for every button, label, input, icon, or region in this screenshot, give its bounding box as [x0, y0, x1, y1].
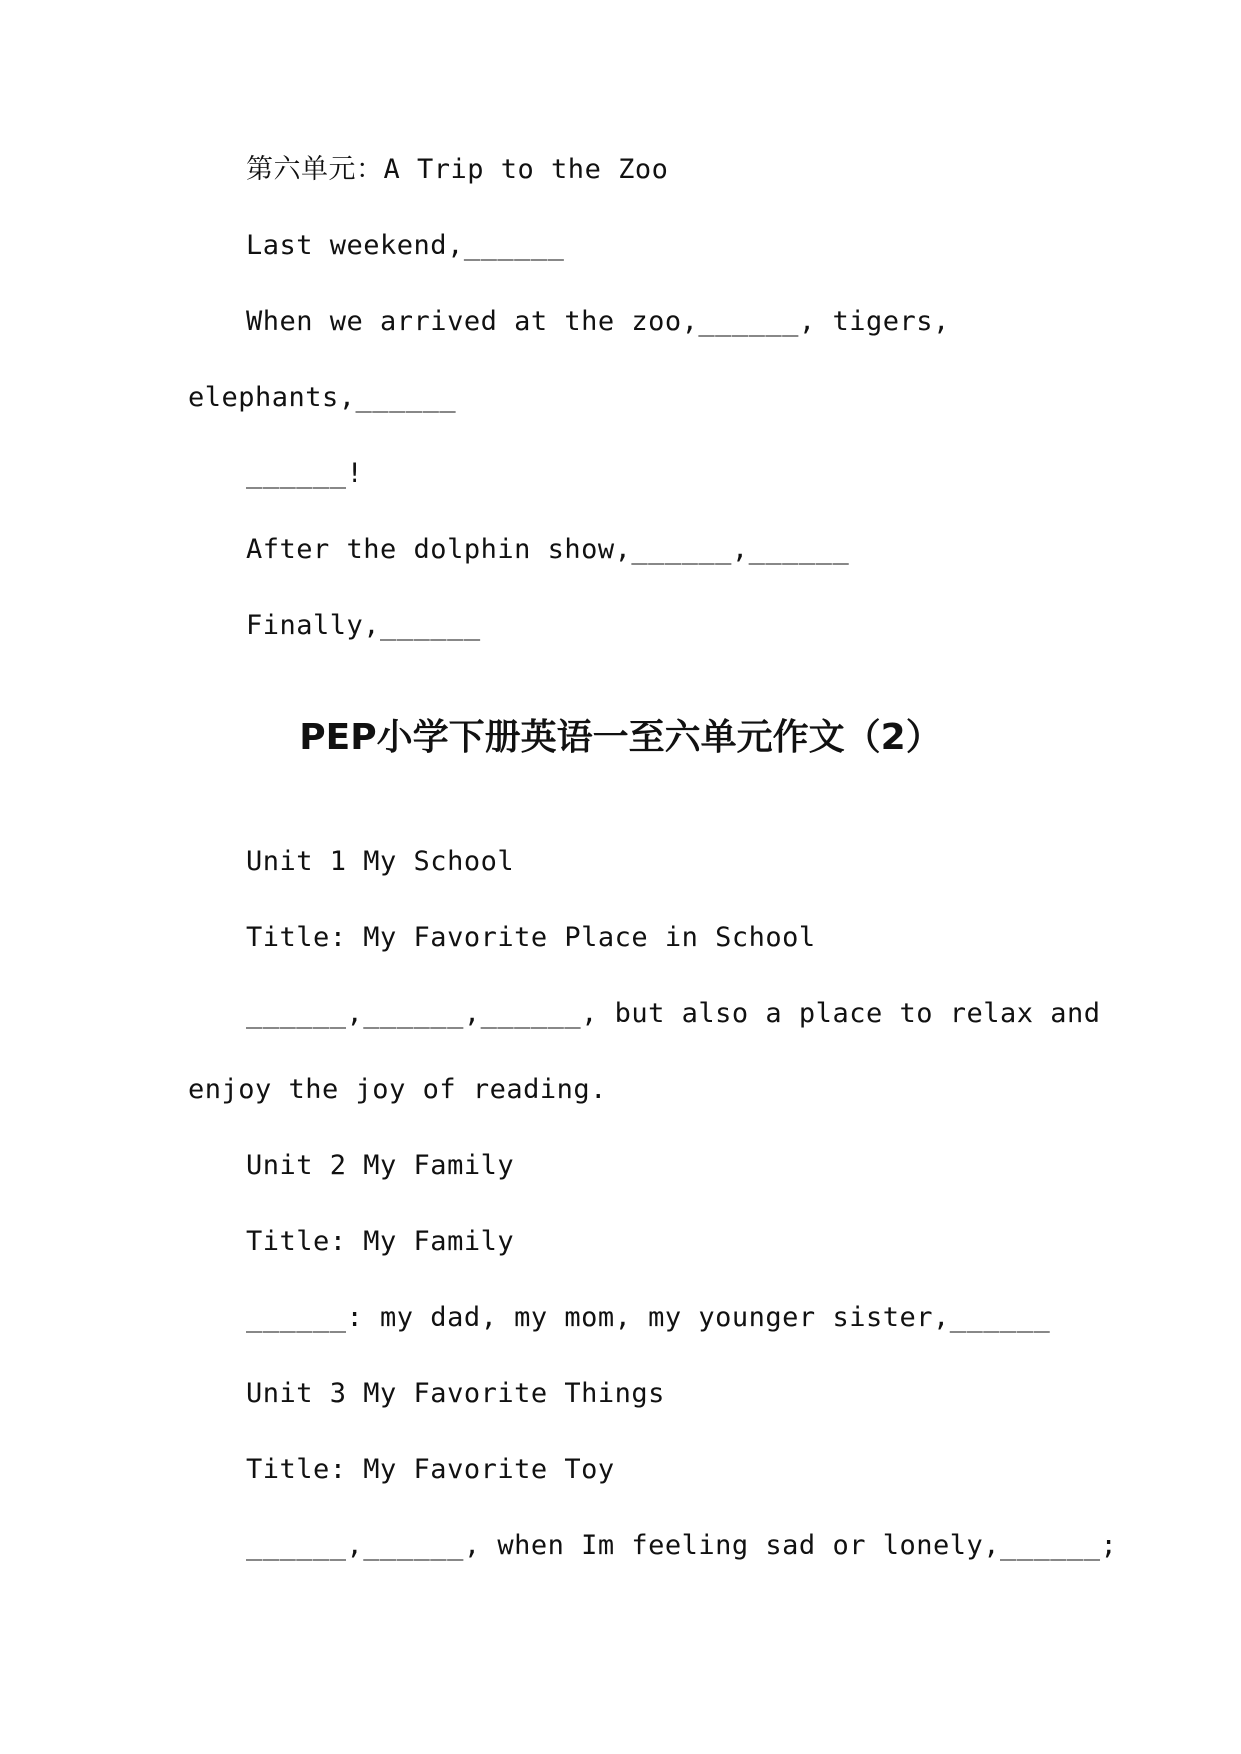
text-line: When we arrived at the zoo,______, tigers,	[246, 306, 950, 337]
text-line: After the dolphin show,______,______	[246, 534, 850, 565]
essay-title: Title: My Favorite Place in School	[246, 922, 816, 953]
text-line: ______,______, when Im feeling sad or lonely,______;	[246, 1530, 1118, 1561]
unit-title: Unit 1 My School	[246, 846, 515, 877]
section-title-zoo: 第六单元：A Trip to the Zoo	[246, 154, 669, 185]
text-line: Finally,______	[246, 610, 481, 641]
text-line: ______!	[246, 458, 364, 489]
unit-title: Unit 2 My Family	[246, 1150, 515, 1181]
text-line: Last weekend,______	[246, 230, 565, 261]
document-heading: PEP小学下册英语一至六单元作文（2）	[299, 717, 942, 758]
essay-title: Title: My Favorite Toy	[246, 1454, 615, 1485]
text-line: ______: my dad, my mom, my younger sister,______	[246, 1302, 1051, 1333]
text-line: ______,______,______, but also a place to relax and	[246, 998, 1101, 1029]
text-line: enjoy the joy of reading.	[188, 1074, 607, 1105]
essay-title: Title: My Family	[246, 1226, 515, 1257]
unit-title: Unit 3 My Favorite Things	[246, 1378, 665, 1409]
text-line: elephants,______	[188, 382, 457, 413]
